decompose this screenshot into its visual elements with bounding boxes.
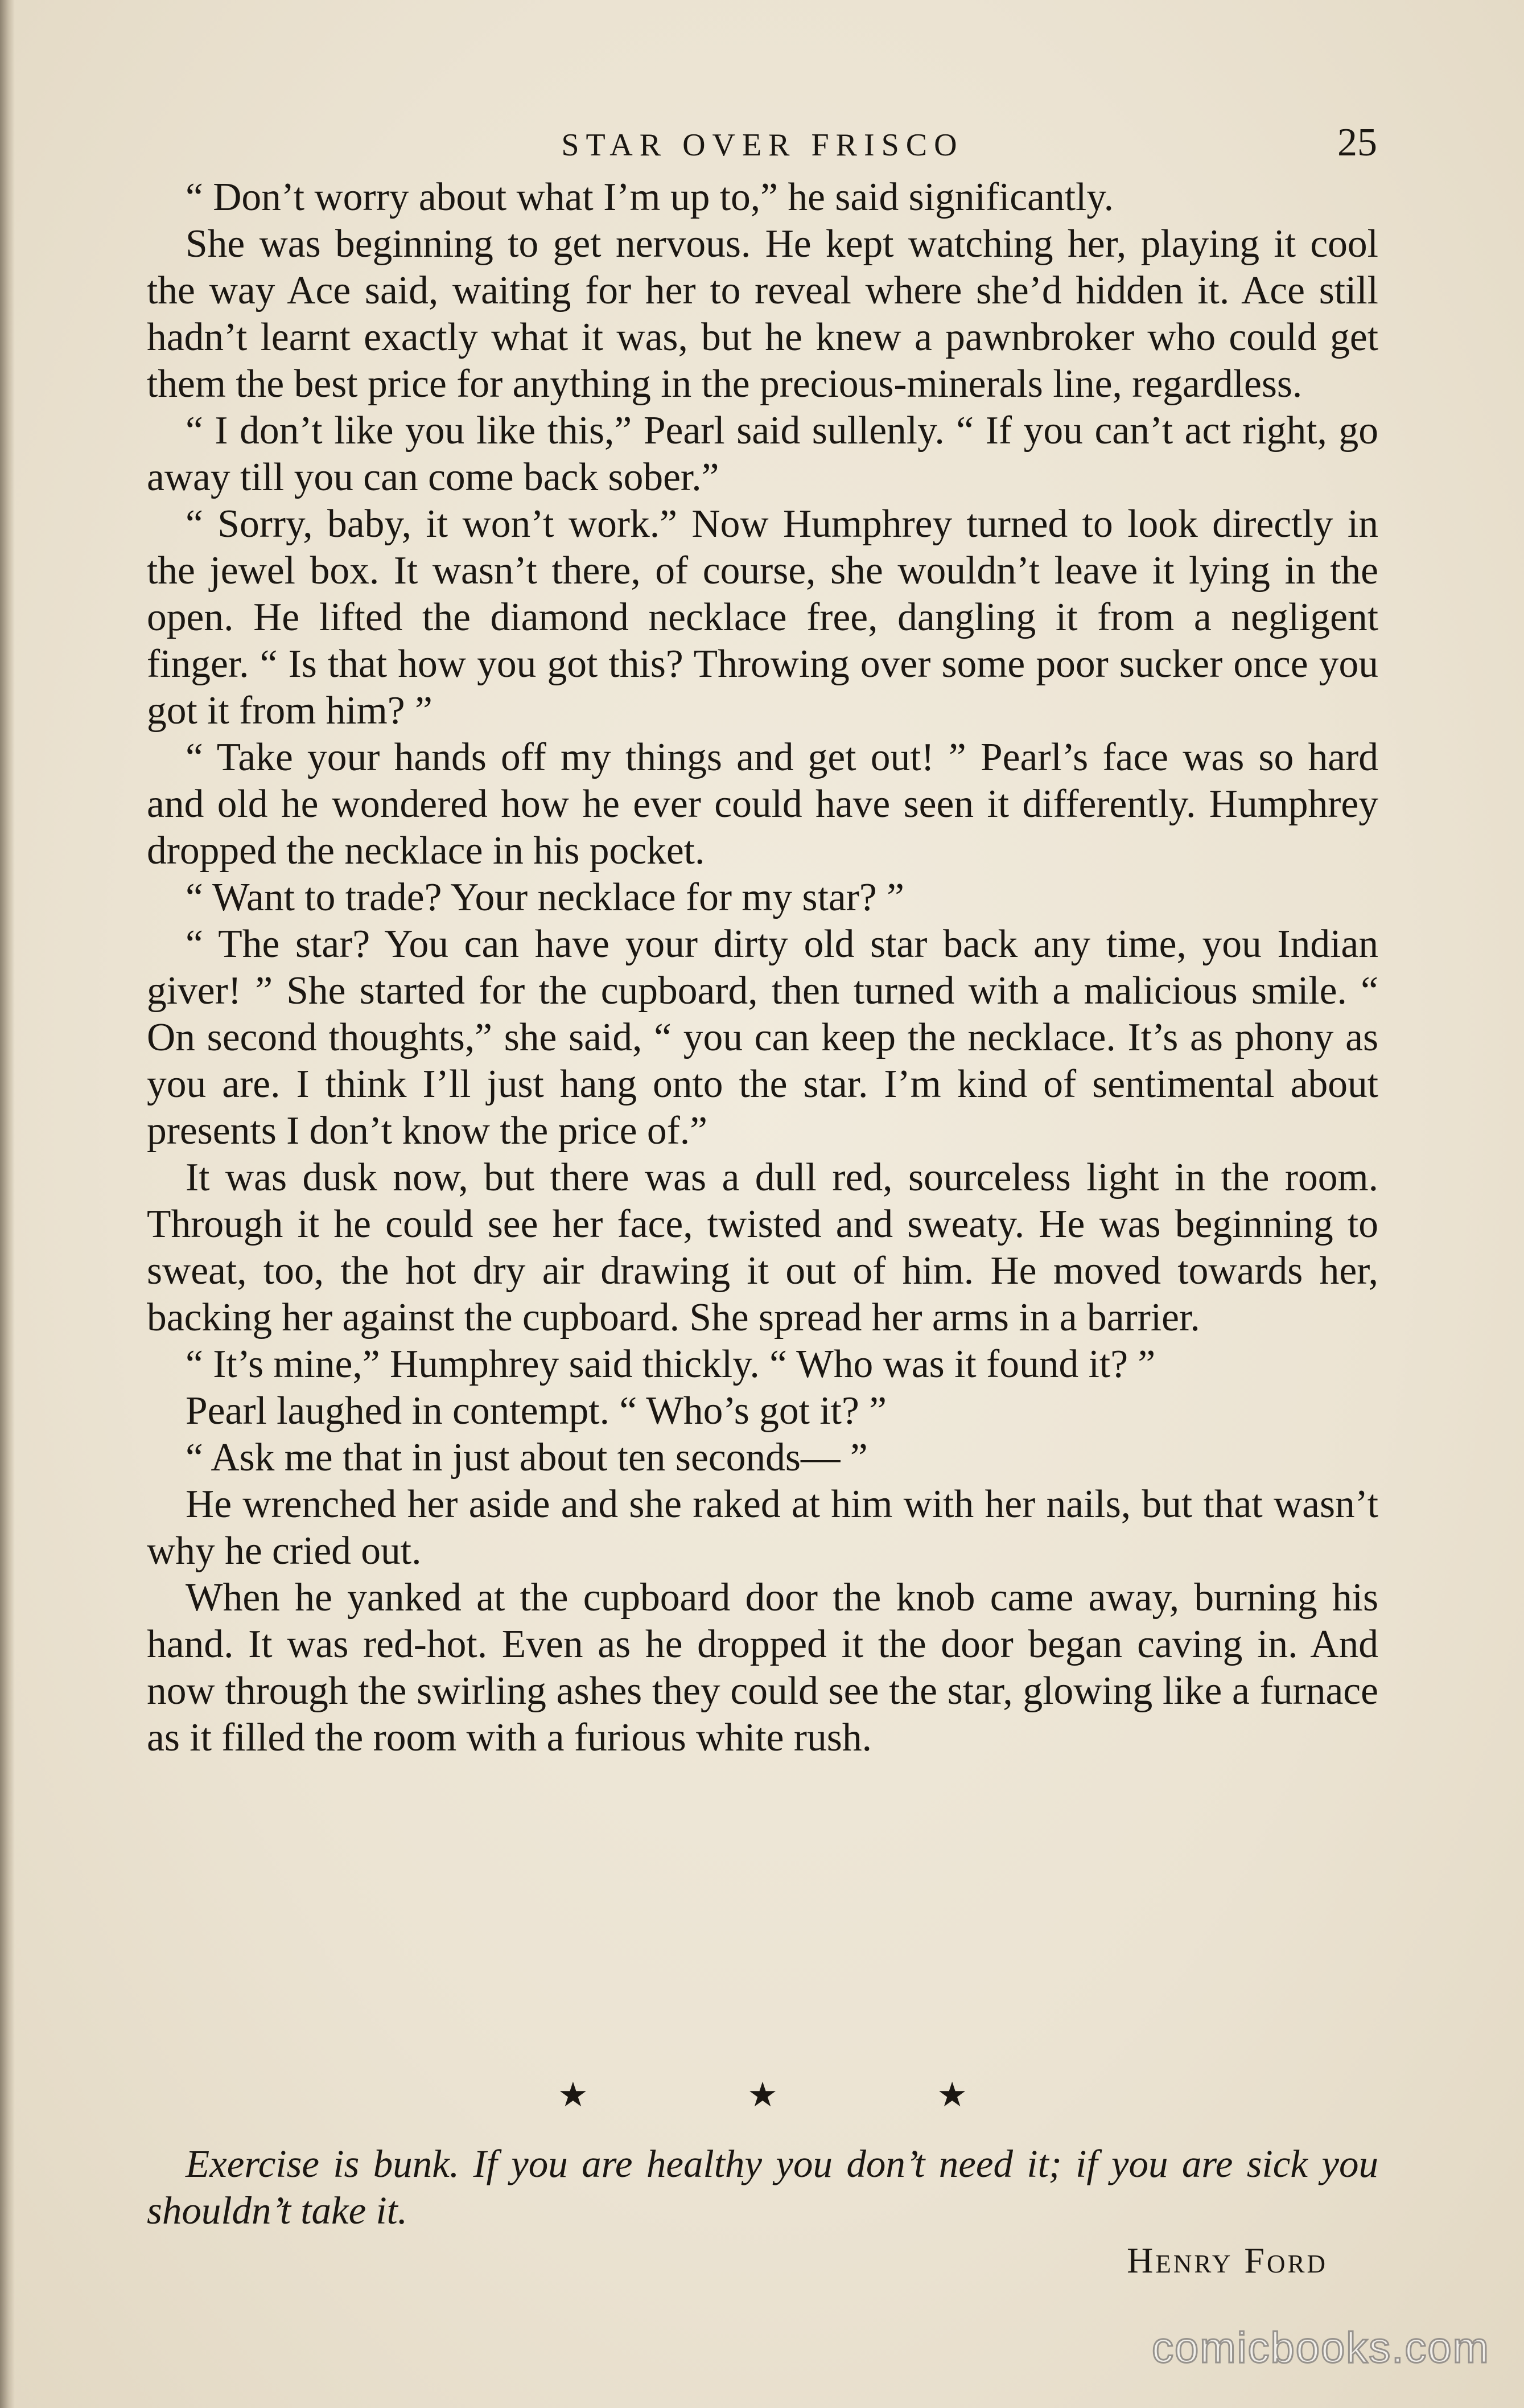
paragraph: [147, 1435, 1378, 1481]
star-icon: ★: [558, 2075, 588, 2115]
running-head: [148, 122, 1377, 168]
star-icon: ★: [937, 2075, 967, 2115]
section-separator: [558, 2072, 967, 2118]
paragraph-text: “ Sorry, baby, it won’t work.” Now Humphrey turned to look directly in the jewel box. It wasn’t there, of course, she wouldn’t leave it lying in the open. He lifted the diamond necklace free, dangling it from a negligent finger. “ Is that how you got this? Throwing over some poor sucker once you got it from him? ”: [147, 502, 1378, 733]
paragraph-text: “ Take your hands off my things and get out! ” Pearl’s face was so hard and old he wondered how he ever could have seen it differently. Humphrey dropped the necklace in his pocket.: [147, 735, 1378, 873]
paragraph: [147, 1481, 1378, 1575]
paragraph-text: “ Ask me that in just about ten seconds— ”: [186, 1436, 868, 1480]
paragraph: [147, 874, 1378, 921]
paragraph-text: “ Don’t worry about what I’m up to,” he said significantly.: [186, 175, 1114, 219]
paragraph-text: “ It’s mine,” Humphrey said thickly. “ Who was it found it? ”: [186, 1342, 1156, 1386]
page-spine-shadow: [0, 0, 15, 2408]
page-number: 25: [1337, 121, 1377, 165]
paragraph-text: She was beginning to get nervous. He kept watching her, playing it cool the way Ace said, waiting for her to reveal where she’d hidden it. Ace still hadn’t learnt exactly what it was, but he knew a pawnbroker who could get them the best price for anything in the precious-minerals line, regardless.: [147, 222, 1378, 406]
paragraph-text: “ Want to trade? Your necklace for my star? ”: [186, 876, 904, 919]
paragraph-text: “ The star? You can have your dirty old star back any time, you Indian giver! ” She started for the cupboard, then turned with a malicious smile. “ On second thoughts,” she said, “ you can keep the necklace. It’s as phony as you are. I think I’ll just hang onto the star. I’m kind of sentimental about presents I don’t know the price of.”: [147, 922, 1378, 1153]
watermark-logo: comicbooks.com: [1152, 2324, 1490, 2372]
paragraph: [147, 1341, 1378, 1388]
paragraph: [147, 1154, 1378, 1341]
body-text: [147, 174, 1378, 1761]
paragraph-text: “ I don’t like you like this,” Pearl said sullenly. “ If you can’t act right, go away till you can come back sober.”: [147, 409, 1378, 499]
paragraph: [147, 921, 1378, 1154]
epigraph-quote: [147, 2140, 1378, 2234]
paragraph-text: Pearl laughed in contempt. “ Who’s got it? ”: [186, 1389, 887, 1433]
paragraph: [147, 734, 1378, 874]
paragraph: [147, 1388, 1378, 1435]
paragraph: [147, 221, 1378, 408]
paragraph: [147, 501, 1378, 734]
quote-text: Exercise is bunk. If you are healthy you don’t need it; if you are sick you shouldn’t take it.: [147, 2142, 1378, 2232]
paragraph: [147, 1575, 1378, 1761]
paragraph: [147, 174, 1378, 221]
paragraph-text: When he yanked at the cupboard door the knob came away, burning his hand. It was red-hot. Even as he dropped it the door began caving in. And now through the swirling ashes they could see the star, glowing like a furnace as it filled the room with a furious white rush.: [147, 1576, 1378, 1760]
paragraph-text: It was dusk now, but there was a dull red, sourceless light in the room. Through it he could see her face, twisted and sweaty. He was beginning to sweat, too, the hot dry air drawing it out of him. He moved towards her, backing her against the cupboard. She spread her arms in a barrier.: [147, 1156, 1378, 1339]
quote-attribution: Henry Ford: [1127, 2240, 1328, 2280]
running-title: STAR OVER FRISCO: [561, 128, 964, 163]
paragraph: [147, 408, 1378, 501]
paragraph-text: He wrenched her aside and she raked at him with her nails, but that wasn’t why he cried out.: [147, 1482, 1378, 1573]
star-icon: ★: [747, 2075, 778, 2115]
